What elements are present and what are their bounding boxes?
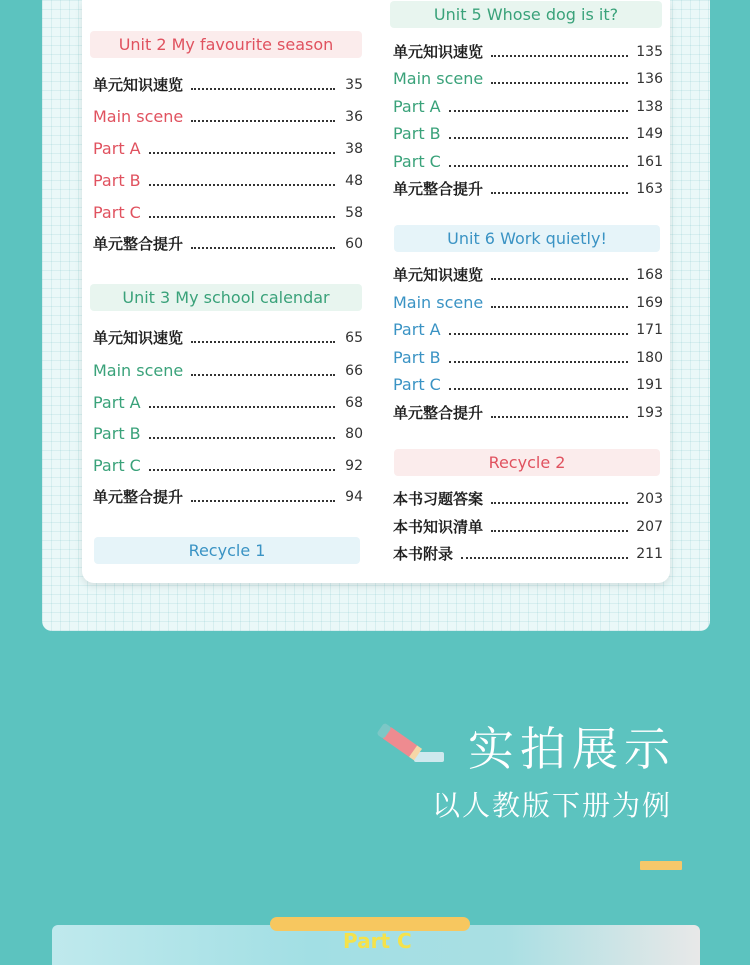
toc-entry[interactable] [393,347,663,369]
entry-page: 35 [345,77,363,93]
dot-leader [449,388,628,390]
dot-leader [491,306,628,308]
banner-subtitle: 以人教版下册为例 [432,789,673,822]
dot-leader [191,374,335,376]
entry-page: 36 [345,109,363,125]
entry-label: Main scene [393,69,484,88]
dot-leader [491,192,628,194]
entry-page: 68 [345,395,363,411]
entry-label: 本书知识清单 [393,518,484,536]
dot-leader [149,152,335,154]
toc-entry[interactable] [393,292,663,314]
entry-page: 58 [345,205,363,221]
entry-page: 92 [345,458,363,474]
entry-page: 180 [636,350,663,366]
dot-leader [149,406,335,408]
entry-label: 单元整合提升 [393,180,484,198]
entry-page: 211 [636,546,663,562]
toc-entry[interactable] [93,392,363,414]
entry-page: 60 [345,236,363,252]
toc-entry[interactable] [93,170,363,192]
entry-label: Main scene [93,107,184,126]
entry-page: 207 [636,519,663,535]
toc-entry[interactable] [393,488,663,510]
dot-leader [491,416,628,418]
entry-label: Part B [393,348,441,367]
entry-label: Part B [93,171,141,190]
toc-entry[interactable] [393,516,663,538]
dot-leader [449,333,629,335]
toc-entry[interactable] [393,374,663,396]
dot-leader [449,361,629,363]
unit-header-unit-5[interactable]: Unit 5 Whose dog is it? [390,1,662,28]
entry-label: Part A [93,139,141,158]
toc-entry[interactable] [93,423,363,445]
entry-page: 161 [636,154,663,170]
toc-entry[interactable] [393,151,663,173]
toc-entry[interactable] [93,106,363,128]
entry-label: 单元知识速览 [93,76,184,94]
entry-label: Part A [393,97,441,116]
dot-leader [149,437,335,439]
dot-leader [191,88,335,90]
entry-page: 94 [345,489,363,505]
dot-leader [449,137,629,139]
entry-label: Main scene [393,293,484,312]
entry-label: Part A [93,393,141,412]
unit-header-unit-2[interactable]: Unit 2 My favourite season [90,31,362,58]
toc-entry[interactable] [393,543,663,565]
toc-entry[interactable] [93,74,363,96]
unit-header-unit-6[interactable]: Unit 6 Work quietly! [394,225,660,252]
entry-label: Part B [393,124,441,143]
toc-entry[interactable] [393,319,663,341]
entry-label: Part C [93,456,141,475]
toc-entry[interactable] [93,138,363,160]
entry-label: 单元整合提升 [393,404,484,422]
entry-label: 单元知识速览 [393,266,484,284]
entry-page: 138 [636,99,663,115]
toc-entry[interactable] [93,233,363,255]
entry-page: 171 [636,322,663,338]
toc-entry[interactable] [93,202,363,224]
dot-leader [149,184,335,186]
unit-header-recycle-2[interactable]: Recycle 2 [394,449,660,476]
entry-page: 135 [636,44,663,60]
entry-page: 163 [636,181,663,197]
entry-label: Main scene [93,361,184,380]
entry-page: 193 [636,405,663,421]
dot-leader [491,530,628,532]
dot-leader [191,120,335,122]
entry-page: 191 [636,377,663,393]
unit-header-recycle-1[interactable]: Recycle 1 [94,537,360,564]
entry-label: Part C [393,152,441,171]
dot-leader [491,55,628,57]
entry-label: 本书附录 [393,545,454,563]
entry-label: Part C [393,375,441,394]
entry-page: 66 [345,363,363,379]
accent-bar [640,861,682,870]
entry-page: 169 [636,295,663,311]
toc-entry[interactable] [93,455,363,477]
toc-entry[interactable] [93,486,363,508]
entry-page: 48 [345,173,363,189]
dot-leader [449,110,629,112]
dot-leader [191,500,335,502]
toc-entry[interactable] [93,360,363,382]
dot-leader [449,165,628,167]
dot-leader [149,469,335,471]
entry-page: 203 [636,491,663,507]
pencil-icon [376,720,446,768]
toc-entry[interactable] [393,123,663,145]
entry-label: 单元知识速览 [93,329,184,347]
entry-label: 单元知识速览 [393,43,484,61]
toc-entry[interactable] [93,327,363,349]
entry-label: Part A [393,320,441,339]
dot-leader [491,502,628,504]
toc-entry[interactable] [393,68,663,90]
photo-part-c-label: Part C [343,929,412,953]
banner-title: 实拍展示 [468,722,676,776]
entry-page: 38 [345,141,363,157]
entry-page: 149 [636,126,663,142]
toc-entry[interactable] [393,41,663,63]
toc-entry[interactable] [393,96,663,118]
dot-leader [491,82,628,84]
dot-leader [191,341,335,343]
unit-header-unit-3[interactable]: Unit 3 My school calendar [90,284,362,311]
entry-label: 单元整合提升 [93,235,184,253]
entry-page: 65 [345,330,363,346]
toc-entry[interactable] [393,402,663,424]
entry-page: 80 [345,426,363,442]
toc-entry[interactable] [393,178,663,200]
dot-leader [491,278,628,280]
entry-label: 单元整合提升 [93,488,184,506]
entry-label: 本书习题答案 [393,490,484,508]
entry-label: Part C [93,203,141,222]
entry-page: 168 [636,267,663,283]
dot-leader [191,247,335,249]
dot-leader [461,557,628,559]
toc-entry[interactable] [393,264,663,286]
entry-page: 136 [636,71,663,87]
entry-label: Part B [93,424,141,443]
dot-leader [149,216,335,218]
